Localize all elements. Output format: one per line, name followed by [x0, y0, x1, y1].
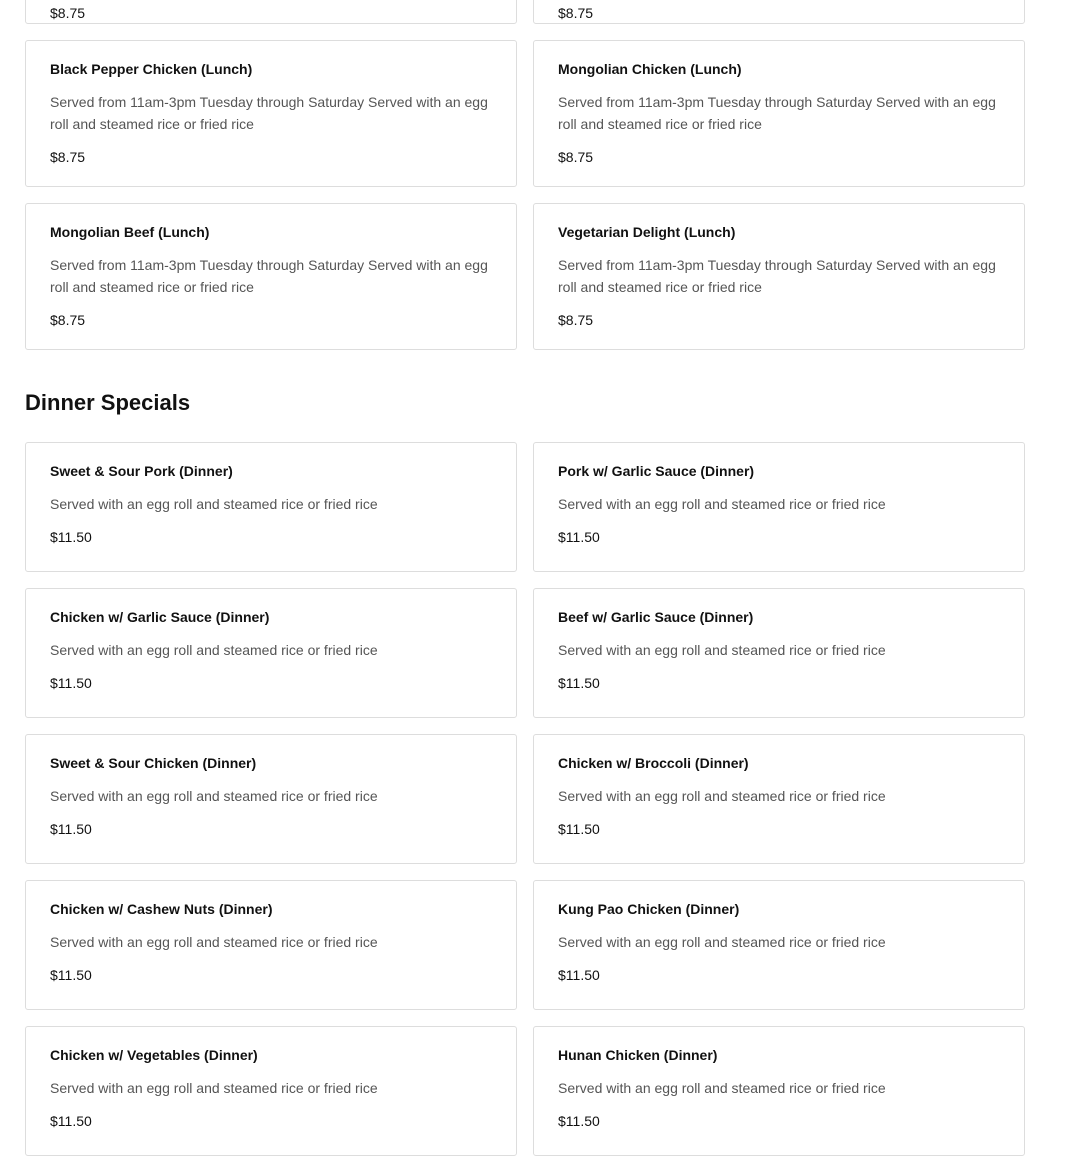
lunch-items-grid: [25, 40, 1025, 350]
menu-item-card[interactable]: [25, 0, 517, 24]
dinner-items-grid: [25, 442, 1025, 1156]
menu-item-description: Served with an egg roll and steamed rice or fried rice: [558, 1080, 886, 1096]
menu-item-card[interactable]: [25, 442, 517, 572]
menu-item-card[interactable]: [25, 40, 517, 187]
menu-item-price: $8.75: [558, 5, 594, 21]
menu-item-card[interactable]: [533, 40, 1025, 187]
menu-item-price: $11.50: [50, 821, 92, 837]
menu-item-price: $11.50: [558, 675, 600, 691]
menu-item-price: $8.75: [50, 149, 86, 165]
menu-item-description: Served with an egg roll and steamed rice or fried rice: [50, 642, 378, 658]
menu-item-price: $11.50: [50, 675, 92, 691]
menu-item-description: Served with an egg roll and steamed rice or fried rice: [50, 496, 378, 512]
menu-item-card[interactable]: [533, 442, 1025, 572]
menu-item-card[interactable]: [25, 734, 517, 864]
menu-item-price: $8.75: [558, 149, 594, 165]
menu-item-name: Vegetarian Delight (Lunch): [558, 224, 736, 240]
menu-item-card[interactable]: [25, 203, 517, 350]
menu-item-price: $11.50: [50, 529, 92, 545]
menu-item-card[interactable]: [25, 1026, 517, 1156]
menu-item-card[interactable]: [533, 588, 1025, 718]
menu-item-card[interactable]: [533, 0, 1025, 24]
menu-item-description: Served with an egg roll and steamed rice or fried rice: [558, 642, 886, 658]
menu-item-description: Served with an egg roll and steamed rice or fried rice: [50, 788, 378, 804]
menu-item-name: Mongolian Beef (Lunch): [50, 224, 210, 240]
menu-item-description: Served from 11am-3pm Tuesday through Saturday Served with an egg roll and steamed rice or fried rice: [50, 257, 488, 295]
menu-item-name: Beef w/ Garlic Sauce (Dinner): [558, 609, 754, 625]
menu-item-name: Kung Pao Chicken (Dinner): [558, 901, 740, 917]
section-title: Dinner Specials: [25, 390, 191, 415]
menu-item-name: Chicken w/ Broccoli (Dinner): [558, 755, 749, 771]
menu-item-price: $11.50: [558, 529, 600, 545]
menu-item-name: Chicken w/ Vegetables (Dinner): [50, 1047, 258, 1063]
menu-item-price: $8.75: [50, 312, 86, 328]
menu-item-card[interactable]: [25, 880, 517, 1010]
menu-item-price: $8.75: [50, 5, 86, 21]
menu-item-card[interactable]: [533, 734, 1025, 864]
menu-item-price: $11.50: [558, 1113, 600, 1129]
menu-item-card[interactable]: [533, 1026, 1025, 1156]
menu-item-description: Served with an egg roll and steamed rice or fried rice: [50, 934, 378, 950]
menu-item-price: $11.50: [558, 821, 600, 837]
menu-item-name: Pork w/ Garlic Sauce (Dinner): [558, 463, 755, 479]
menu-item-description: Served from 11am-3pm Tuesday through Saturday Served with an egg roll and steamed rice or fried rice: [558, 257, 996, 295]
menu-item-description: Served from 11am-3pm Tuesday through Saturday Served with an egg roll and steamed rice or fried rice: [558, 94, 996, 132]
menu-item-name: Mongolian Chicken (Lunch): [558, 61, 742, 77]
menu-item-price: $11.50: [50, 1113, 92, 1129]
menu-item-name: Chicken w/ Garlic Sauce (Dinner): [50, 609, 270, 625]
menu-item-description: Served with an egg roll and steamed rice or fried rice: [50, 1080, 378, 1096]
menu-item-name: Sweet & Sour Chicken (Dinner): [50, 755, 257, 771]
menu-item-card[interactable]: [533, 880, 1025, 1010]
menu-item-description: Served with an egg roll and steamed rice or fried rice: [558, 934, 886, 950]
partial-menu-row: [25, 0, 1025, 24]
menu-item-name: Black Pepper Chicken (Lunch): [50, 61, 253, 77]
menu-item-price: $11.50: [50, 967, 92, 983]
menu-item-description: Served from 11am-3pm Tuesday through Saturday Served with an egg roll and steamed rice or fried rice: [50, 94, 488, 132]
menu-item-price: $8.75: [558, 312, 594, 328]
menu-item-card[interactable]: [533, 203, 1025, 350]
menu-item-name: Chicken w/ Cashew Nuts (Dinner): [50, 901, 273, 917]
menu-item-description: Served with an egg roll and steamed rice or fried rice: [558, 788, 886, 804]
menu-item-name: Hunan Chicken (Dinner): [558, 1047, 718, 1063]
menu-item-name: Sweet & Sour Pork (Dinner): [50, 463, 233, 479]
menu-item-description: Served with an egg roll and steamed rice or fried rice: [558, 496, 886, 512]
menu-item-card[interactable]: [25, 588, 517, 718]
menu-item-price: $11.50: [558, 967, 600, 983]
